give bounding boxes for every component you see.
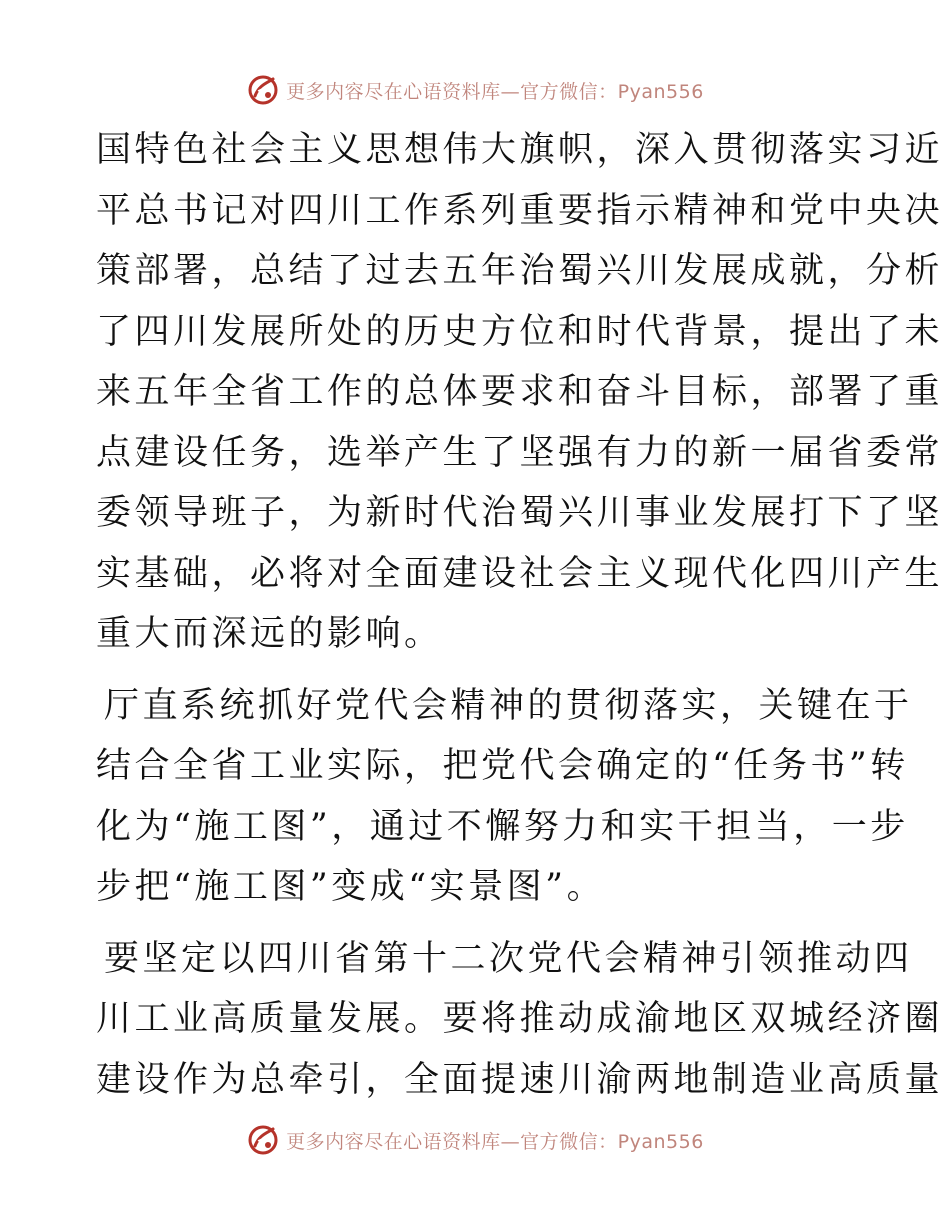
header-banner <box>0 70 950 110</box>
text-line: 建设作为总牵引，全面提速川渝两地制造业高质量 <box>96 1059 944 1100</box>
banner-text: 更多内容尽在心语资料库—官方微信：Pyan556 <box>286 80 704 103</box>
text-line: 来五年全省工作的总体要求和奋斗目标，部署了重 <box>96 372 944 412</box>
text-line: 结合全省工业实际，把党代会确定的“任务书”转 <box>96 746 909 786</box>
wechat-id: Pyan556 <box>617 80 704 103</box>
text-line: 步把“施工图”变成“实景图”。 <box>96 867 606 907</box>
banner-text: 更多内容尽在心语资料库—官方微信：Pyan556 <box>286 1130 704 1153</box>
text-line: 要坚定以四川省第十二次党代会精神引领推动四 <box>104 938 913 979</box>
paragraph-1 <box>96 120 944 665</box>
text-line: 化为“施工图”，通过不懈努力和实干担当，一步 <box>96 806 909 847</box>
document-body <box>96 120 944 1110</box>
footer-banner <box>0 1120 950 1160</box>
text-line: 平总书记对四川工作系列重要指示精神和党中央决 <box>96 190 944 231</box>
brand-logo-icon <box>246 1123 280 1157</box>
text-line: 策部署，总结了过去五年治蜀兴川发展成就，分析 <box>96 251 944 291</box>
wechat-id: Pyan556 <box>617 1130 704 1153</box>
text-line: 厅直系统抓好党代会精神的贯彻落实，关键在于 <box>104 685 913 726</box>
text-line: 川工业高质量发展。要将推动成渝地区双城经济圈 <box>96 999 944 1039</box>
text-line: 点建设任务，选举产生了坚强有力的新一届省委常 <box>96 432 944 473</box>
text-line: 委领导班子，为新时代治蜀兴川事业发展打下了坚 <box>96 493 944 533</box>
paragraph-3 <box>96 929 944 1111</box>
paragraph-2 <box>96 676 913 918</box>
text-line: 重大而深远的影响。 <box>96 614 443 654</box>
brand-logo-icon <box>246 73 280 107</box>
text-line: 国特色社会主义思想伟大旗帜，深入贯彻落实习近 <box>96 130 944 170</box>
text-line: 了四川发展所处的历史方位和时代背景，提出了未 <box>96 311 944 352</box>
text-line: 实基础，必将对全面建设社会主义现代化四川产生 <box>96 553 944 594</box>
